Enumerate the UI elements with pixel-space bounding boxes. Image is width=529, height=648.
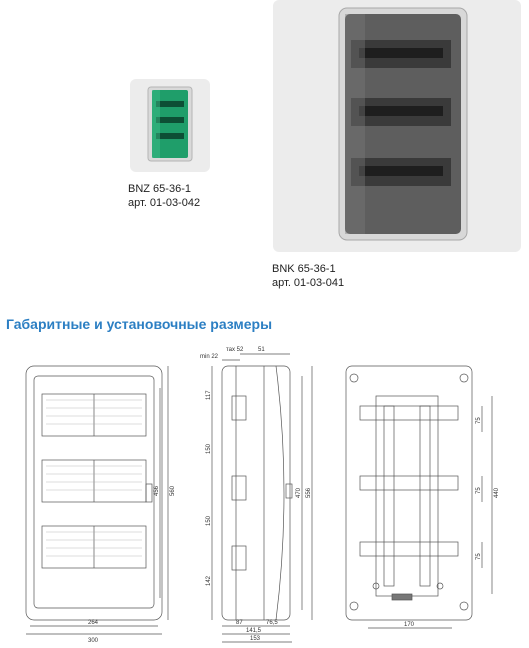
- section-title: Габаритные и установочные размеры: [6, 316, 273, 332]
- dim-75a: 75: [476, 417, 482, 424]
- dim-264: 264: [88, 620, 99, 626]
- dim-150a: 150: [206, 443, 212, 454]
- caption-bnz: [128, 182, 200, 210]
- dim-max52: тах 52: [226, 347, 244, 353]
- product-image-bnz: [130, 79, 210, 172]
- dim-556: 556: [306, 487, 312, 498]
- dim-300: 300: [88, 638, 99, 644]
- article-bnz: арт. 01-03-042: [128, 197, 201, 209]
- dim-min22: min 22: [200, 354, 219, 360]
- dim-456: 456: [154, 485, 160, 496]
- front-view: [26, 366, 168, 634]
- cabinet-grey-illustration: [273, 0, 521, 252]
- dim-470: 470: [296, 487, 302, 498]
- dim-440: 440: [494, 487, 500, 498]
- model-bnk: BNK 65-36-1: [272, 263, 336, 275]
- dim-150b: 150: [206, 515, 212, 526]
- article-bnk: арт. 01-03-041: [272, 277, 345, 289]
- dim-170: 170: [404, 622, 415, 628]
- dim-1415: 141,5: [246, 628, 262, 634]
- dim-75c: 75: [476, 553, 482, 560]
- dim-142: 142: [206, 575, 212, 586]
- model-bnz: BNZ 65-36-1: [128, 183, 191, 195]
- dim-87: 87: [236, 620, 243, 626]
- dim-117: 117: [206, 390, 212, 400]
- dim-75b: 75: [476, 487, 482, 494]
- cabinet-green-illustration: [130, 79, 210, 172]
- dim-153: 153: [250, 636, 261, 642]
- dimension-drawings: [0, 336, 529, 648]
- caption-bnk: [272, 262, 344, 290]
- dim-51: 51: [258, 347, 265, 353]
- dim-765: 76,5: [266, 620, 278, 626]
- back-view: [346, 366, 492, 628]
- product-image-bnk: [273, 0, 521, 252]
- dim-560: 560: [170, 485, 176, 496]
